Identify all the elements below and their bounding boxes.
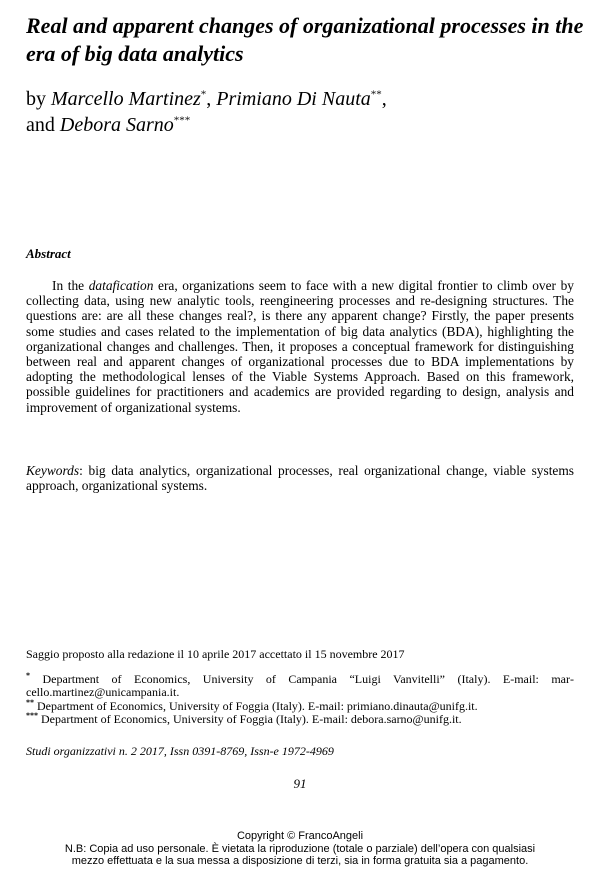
abstract-body (26, 278, 574, 415)
copyright-line: mezzo effettuata e la sua messa a disposizione di terzi, sia in forma gratuita sia a pagamento. (71, 855, 529, 867)
journal-citation: Studi organizzativi n. 2 2017, Issn 0391-8769, Issn-e 1972-4969 (26, 744, 334, 758)
authors-and: and (26, 114, 60, 136)
abstract-heading: Abstract (26, 246, 71, 261)
author-mark: *** (173, 114, 191, 127)
copyright-line: Copyright © FrancoAngeli (236, 830, 364, 842)
keywords-label: Keywords (26, 463, 80, 478)
footnote-mark: * (26, 671, 30, 680)
author-name: Marcello Martinez (51, 88, 201, 110)
footnote-text: Department of Economics, University of Foggia (Italy). E-mail: primiano.dinauta@unifg.it. (34, 698, 478, 713)
copyright-notice (0, 830, 600, 868)
abstract-italic-term: datafication (88, 278, 154, 293)
author-mark: * (200, 88, 207, 101)
author-row-1 (26, 86, 586, 112)
author-row-2 (26, 112, 586, 138)
author-separator: , (381, 88, 387, 110)
author-name: Primiano Di Nauta (216, 88, 371, 110)
footnote-text: Department of Economics, University of Campania “Luigi Vanvitelli” (Italy). E-mail: marcello.martinez@unicampania.it. (26, 672, 574, 700)
footnote-mark: ** (26, 697, 34, 707)
abstract-intro: In the (52, 278, 89, 293)
footnotes (26, 673, 574, 727)
footnote-mark: *** (26, 711, 38, 721)
page-number: 91 (293, 776, 307, 791)
author-line (26, 86, 586, 138)
copyright-line: N.B: Copia ad uso personale. È vietata la riproduzione (totale o parziale) dell’opera con qualsiasi (64, 842, 536, 855)
keywords-text: : big data analytics, organizational processes, real organizational change, viable systems approach, organizational systems. (26, 463, 574, 494)
authors-prefix: by (26, 88, 51, 110)
author-separator: , (206, 88, 217, 110)
paper-title: Real and apparent changes of organizational processes in the era of big data analytics (26, 13, 584, 66)
footnote-text: Department of Economics, University of Foggia (Italy). E-mail: debora.sarno@unifg.it. (38, 712, 462, 727)
abstract-text: era, organizations seem to face with a new digital frontier to climb over by collecting data, using new analytic tools, reengineering processes and re-designing structures. The questions are: are all these changes real?, is there any apparent change? Firstly, the paper presents some studies and cases related to the implementation of big data analytics (BDA), highlighting the organizational changes and challenges. Then, it proposes a conceptual framework for distinguishing between real and apparent changes of organizational processes due to BDA implementations by adopting the methodological lenses of the Viable Systems Approach. Based on this framework, possible guidelines for practitioners and academics are provided regarding to design, analysis and improvement of organizational systems. (26, 278, 574, 415)
submission-note: Saggio proposto alla redazione il 10 aprile 2017 accettato il 15 novembre 2017 (26, 647, 405, 661)
author-name: Debora Sarno (59, 114, 174, 136)
author-mark: ** (370, 88, 382, 101)
footnote (26, 713, 574, 726)
footnote (26, 673, 574, 700)
keywords (26, 463, 574, 493)
